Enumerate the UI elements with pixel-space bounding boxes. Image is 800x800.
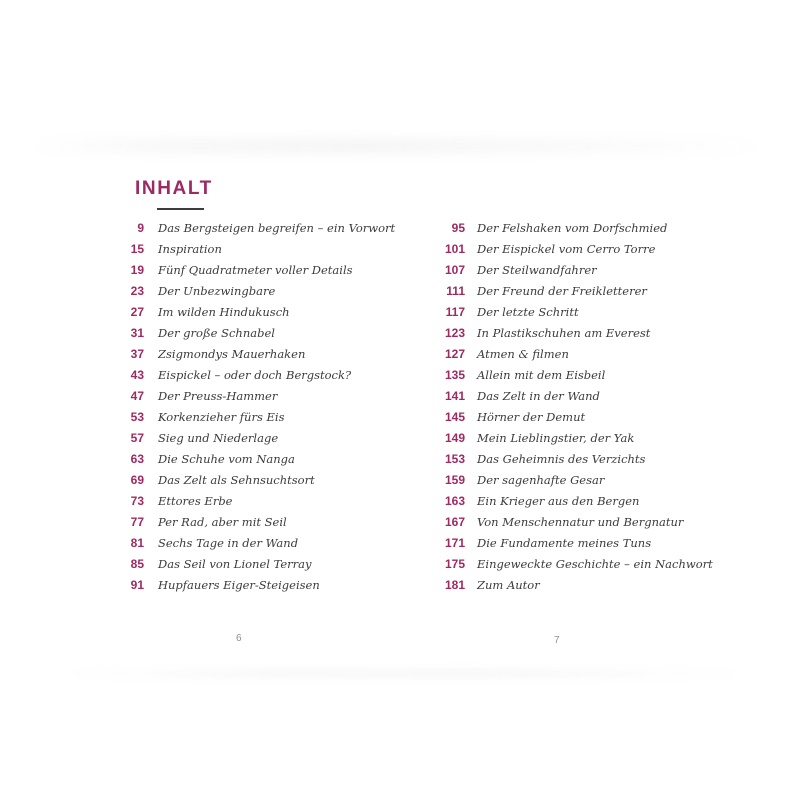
- entry-title: Der sagenhafte Gesar: [477, 473, 605, 487]
- entry-title: Allein mit dem Eisbeil: [477, 368, 606, 382]
- entry-page-number: 63: [130, 452, 144, 466]
- entry-page-number: 57: [130, 431, 144, 445]
- entry-page-number: 9: [137, 221, 144, 235]
- entry-page-number: 31: [130, 326, 144, 340]
- entry-title: Zsigmondys Mauerhaken: [158, 347, 306, 361]
- entry-page-number: 107: [444, 263, 465, 277]
- entry-page-number: 159: [444, 473, 465, 487]
- toc-entry: [421, 427, 731, 448]
- toc-entry: [100, 511, 410, 532]
- entry-title: Das Zelt als Sehnsuchtsort: [158, 473, 315, 487]
- entry-title: Der Eispickel vom Cerro Torre: [477, 242, 656, 256]
- entry-page-number: 19: [130, 263, 144, 277]
- entry-page-number: 77: [130, 515, 144, 529]
- toc-entry: [100, 343, 410, 364]
- entry-page-number: 101: [444, 242, 465, 256]
- entry-page-number: 69: [130, 473, 144, 487]
- toc-entry: [421, 238, 731, 259]
- toc-entry: [100, 553, 410, 574]
- entry-title: Atmen & filmen: [477, 347, 569, 361]
- entry-title: Der Preuss-Hammer: [158, 389, 278, 403]
- entry-page-number: 111: [446, 284, 465, 298]
- entry-title: Der letzte Schritt: [477, 305, 579, 319]
- entry-title: Der Freund der Freikletterer: [477, 284, 647, 298]
- entry-title: Das Seil von Lionel Terray: [158, 557, 312, 571]
- entry-title: Hörner der Demut: [477, 410, 586, 424]
- entry-title: Ettores Erbe: [158, 494, 233, 508]
- toc-entry: [421, 301, 731, 322]
- toc-entry: [421, 385, 731, 406]
- toc-entry: [100, 427, 410, 448]
- entry-title: Mein Lieblingstier, der Yak: [477, 431, 635, 445]
- entry-title: Der Unbezwingbare: [158, 284, 276, 298]
- entry-title: Der Steilwandfahrer: [477, 263, 597, 277]
- entry-title: Das Geheimnis des Verzichts: [477, 452, 646, 466]
- entry-title: Ein Krieger aus den Bergen: [477, 494, 640, 508]
- entry-title: Sechs Tage in der Wand: [158, 536, 299, 550]
- entry-page-number: 43: [130, 368, 144, 382]
- toc-entry: [100, 406, 410, 427]
- entry-page-number: 153: [444, 452, 465, 466]
- entry-page-number: 175: [444, 557, 465, 571]
- entry-title: Im wilden Hindukusch: [158, 305, 290, 319]
- toc-entry: [421, 343, 731, 364]
- entry-title: Inspiration: [158, 242, 222, 256]
- entry-title: Fünf Quadratmeter voller Details: [158, 263, 353, 277]
- toc-entry: [100, 448, 410, 469]
- entry-page-number: 117: [445, 305, 465, 319]
- contents-heading: INHALT: [135, 178, 213, 199]
- entry-title: Das Zelt in der Wand: [477, 389, 600, 403]
- toc-entry: [100, 217, 410, 238]
- entry-title: Die Schuhe vom Nanga: [158, 452, 295, 466]
- toc-entry: [421, 469, 731, 490]
- entry-title: Eingeweckte Geschichte – ein Nachwort: [477, 557, 713, 571]
- entry-title: Die Fundamente meines Tuns: [477, 536, 652, 550]
- toc-entry: [100, 490, 410, 511]
- toc-entry: [100, 301, 410, 322]
- entry-page-number: 53: [130, 410, 144, 424]
- toc-entry: [421, 406, 731, 427]
- entry-title: Von Menschennatur und Bergnatur: [477, 515, 684, 529]
- entry-page-number: 145: [444, 410, 465, 424]
- toc-entry: [100, 364, 410, 385]
- page-top-edge-shadow: [28, 138, 772, 154]
- entry-title: Zum Autor: [477, 578, 540, 592]
- toc-entry: [421, 448, 731, 469]
- toc-entry: [100, 385, 410, 406]
- toc-entry: [421, 490, 731, 511]
- toc-column-right: [421, 217, 731, 595]
- toc-entry: [100, 469, 410, 490]
- entry-title: Der Felshaken vom Dorfschmied: [477, 221, 668, 235]
- entry-title: Korkenzieher fürs Eis: [158, 410, 285, 424]
- toc-entry: [421, 532, 731, 553]
- page-bottom-edge-shadow: [55, 669, 755, 678]
- entry-page-number: 37: [130, 347, 144, 361]
- entry-page-number: 127: [444, 347, 465, 361]
- toc-entry: [421, 280, 731, 301]
- toc-entry: [100, 532, 410, 553]
- folio-left-page: 6: [236, 633, 242, 644]
- toc-entry: [421, 259, 731, 280]
- toc-entry: [100, 238, 410, 259]
- toc-entry: [421, 364, 731, 385]
- entry-title: Der große Schnabel: [158, 326, 275, 340]
- toc-entry: [100, 280, 410, 301]
- toc-entry: [100, 259, 410, 280]
- entry-page-number: 73: [130, 494, 144, 508]
- entry-page-number: 167: [444, 515, 465, 529]
- folio-right-page: 7: [554, 635, 560, 646]
- entry-page-number: 27: [130, 305, 144, 319]
- entry-title: In Plastikschuhen am Everest: [477, 326, 651, 340]
- toc-entry: [100, 574, 410, 595]
- toc-entry: [421, 511, 731, 532]
- entry-title: Hupfauers Eiger-Steigeisen: [158, 578, 320, 592]
- entry-page-number: 95: [451, 221, 465, 235]
- entry-page-number: 15: [130, 242, 144, 256]
- entry-page-number: 171: [444, 536, 465, 550]
- toc-entry: [421, 574, 731, 595]
- entry-title: Eispickel – oder doch Bergstock?: [158, 368, 352, 382]
- entry-page-number: 163: [444, 494, 465, 508]
- toc-entry: [421, 553, 731, 574]
- entry-page-number: 81: [130, 536, 144, 550]
- toc-entry: [421, 322, 731, 343]
- entry-title: Sieg und Niederlage: [158, 431, 279, 445]
- heading-rule: [157, 208, 204, 210]
- entry-page-number: 135: [444, 368, 465, 382]
- entry-page-number: 91: [130, 578, 144, 592]
- entry-page-number: 85: [130, 557, 144, 571]
- entry-page-number: 47: [130, 389, 144, 403]
- entry-page-number: 149: [444, 431, 465, 445]
- entry-page-number: 23: [130, 284, 144, 298]
- toc-entry: [100, 322, 410, 343]
- entry-title: Das Bergsteigen begreifen – ein Vorwort: [158, 221, 396, 235]
- toc-column-left: [100, 217, 410, 595]
- toc-entry: [421, 217, 731, 238]
- entry-title: Per Rad, aber mit Seil: [158, 515, 287, 529]
- entry-page-number: 181: [444, 578, 465, 592]
- entry-page-number: 123: [444, 326, 465, 340]
- entry-page-number: 141: [444, 389, 465, 403]
